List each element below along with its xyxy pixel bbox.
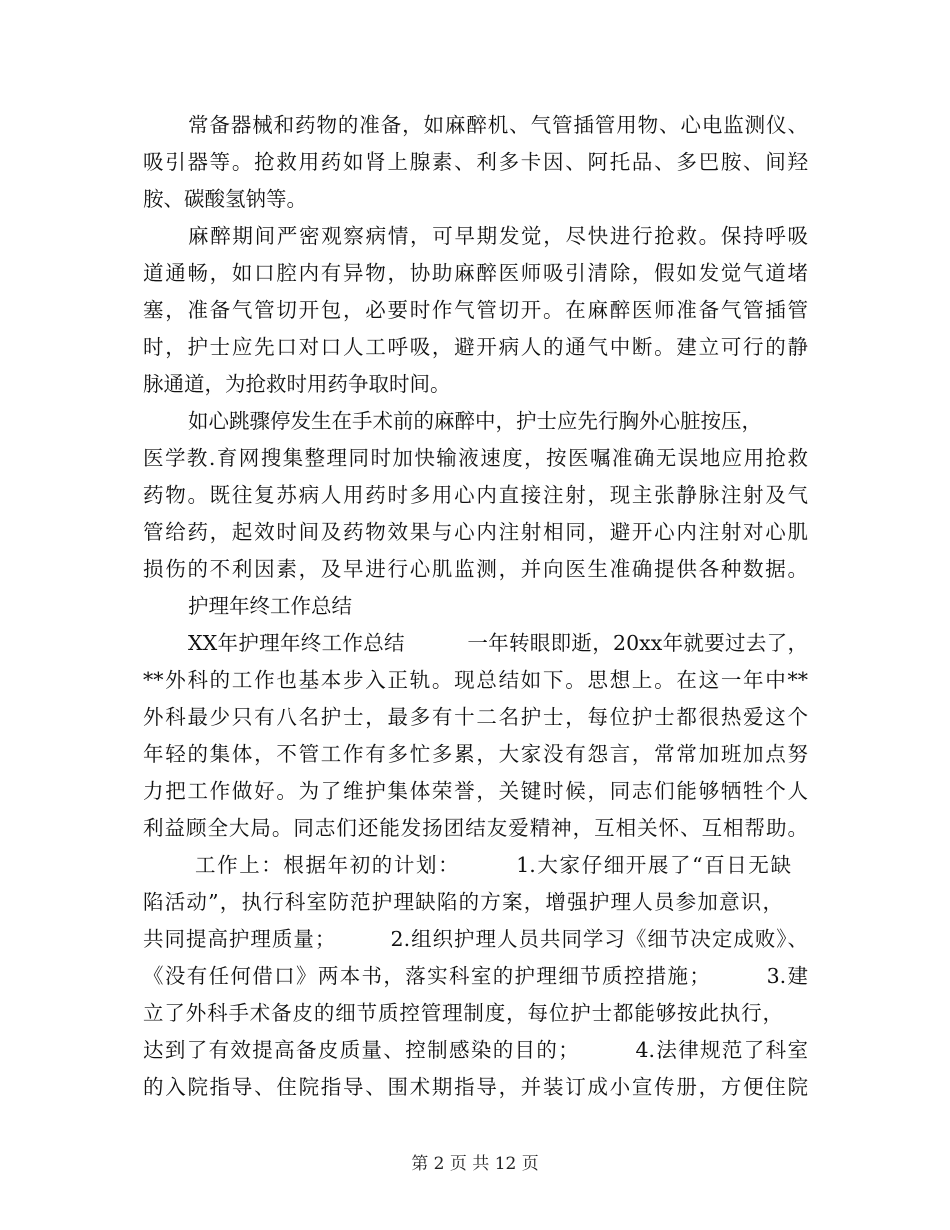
text-line: 如心跳骤停发生在手术前的麻醉中，护士应先行胸外心脏按压，	[188, 409, 762, 433]
text-line: 常备器械和药物的准备，如麻醉机、气管插管用物、心电监测仪、	[188, 113, 808, 137]
text-line: 外科最少只有八名护士，最多有十二名护士，每位护士都很热爱这个	[143, 705, 808, 729]
text-line: 年轻的集体，不管工作有多忙多累，大家没有怨言，常常加班加点努	[143, 742, 808, 766]
text-line: 麻醉期间严密观察病情，可早期发觉，尽快进行抢救。保持呼吸	[188, 224, 808, 248]
text-line: 胺、碳酸氢钠等。	[143, 187, 307, 211]
text-line: 损伤的不利因素，及早进行心肌监测，并向医生准确提供各种数据。	[143, 557, 808, 581]
text-line: 道通畅，如口腔内有异物，协助麻醉医师吸引清除，假如发觉气道堵	[143, 261, 808, 285]
text-line: 立了外科手术备皮的细节质控管理制度，每位护士都能够按此执行，	[143, 1001, 783, 1025]
text-line: 药物。既往复苏病人用药时多用心内直接注射，现主张静脉注射及气	[143, 483, 808, 507]
text-line: 管给药，起效时间及药物效果与心内注射相同，避开心内注射对心肌	[143, 520, 808, 544]
text-line: 力把工作做好。为了维护集体荣誉，关键时候，同志们能够牺牲个人	[143, 779, 808, 803]
text-line: 《没有任何借口》两本书，落实科室的护理细节质控措施； 3.建	[143, 964, 808, 988]
text-line: 吸引器等。抢救用药如肾上腺素、利多卡因、阿托品、多巴胺、间羟	[143, 150, 808, 174]
text-line: 脉通道，为抢救时用药争取时间。	[143, 372, 451, 396]
text-line: 的入院指导、住院指导、围术期指导，并装订成小宣传册，方便住院	[143, 1075, 808, 1099]
page-number-footer: 第 2 页 共 12 页	[411, 1154, 539, 1174]
text-line: **外科的工作也基本步入正轨。现总结如下。思想上。在这一年中**	[143, 668, 808, 692]
section-heading: 护理年终工作总结	[188, 594, 352, 618]
text-line: 医学教.育网搜集整理同时加快输液速度，按医嘱准确无误地应用抢救	[143, 446, 808, 470]
text-line: 工作上：根据年初的计划： 1.大家仔细开展了“百日无缺	[195, 853, 791, 877]
text-line: 利益顾全大局。同志们还能发扬团结友爱精神，互相关怀、互相帮助。	[143, 816, 808, 840]
text-line: 时，护士应先口对口人工呼吸，避开病人的通气中断。建立可行的静	[143, 335, 808, 359]
text-line: 塞，准备气管切开包，必要时作气管切开。在麻醉医师准备气管插管	[143, 298, 808, 322]
text-line: 共同提高护理质量； 2.组织护理人员共同学习《细节决定成败》、	[143, 927, 808, 951]
text-line: 达到了有效提高备皮质量、控制感染的目的； 4.法律规范了科室	[143, 1038, 808, 1062]
text-line: 陷活动”，执行科室防范护理缺陷的方案，增强护理人员参加意识，	[143, 890, 783, 914]
text-line: XX年护理年终工作总结 一年转眼即逝，20xx年就要过去了，	[188, 631, 808, 655]
